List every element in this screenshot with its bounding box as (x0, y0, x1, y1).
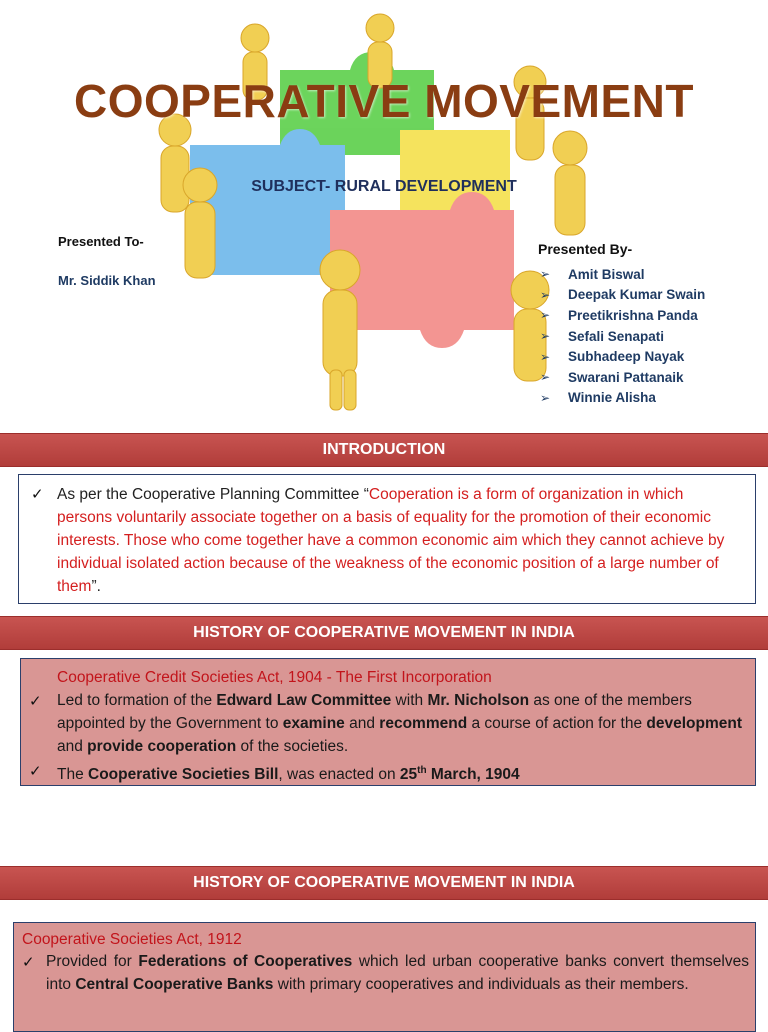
history-2-subhead: Cooperative Societies Act, 1912 (22, 931, 242, 948)
presenter-list (540, 264, 705, 408)
history-header-2: HISTORY OF COOPERATIVE MOVEMENT IN INDIA (0, 866, 768, 900)
arrow-bullet-icon: ➢ (540, 370, 551, 385)
presenter-name: Deepak Kumar Swain (568, 287, 706, 303)
presenter-item (540, 346, 705, 367)
presenter-name: Preetikrishna Panda (568, 307, 698, 323)
keyword: recommend (379, 715, 468, 732)
presented-to-label: Presented To- (58, 234, 144, 249)
text: with primary cooperatives and individuals as their members. (273, 976, 689, 993)
presenter-name: Subhadeep Nayak (568, 349, 685, 365)
presenter-item (540, 326, 705, 347)
superscript: th (417, 765, 427, 776)
text: as one of the members appointed by the Government to (57, 692, 692, 732)
presenter-item (540, 285, 705, 306)
history-1-subhead: Cooperative Credit Societies Act, 1904 - The First Incorporation (57, 669, 492, 686)
checkmark-icon: ✓ (31, 486, 44, 503)
text: which led urban cooperative banks convert themselves into (46, 953, 749, 993)
keyword: development (646, 715, 742, 732)
text: and (344, 715, 380, 732)
intro-lead: As per the Cooperative Planning Committee “ (57, 486, 369, 503)
history-2-bullet-1 (46, 950, 749, 996)
keyword: Cooperative Societies Bill (88, 766, 279, 784)
text: and (57, 738, 88, 755)
keyword: 25 (399, 766, 418, 784)
history-1-bullet-2 (57, 759, 747, 786)
keyword: Federations of Cooperatives (138, 953, 353, 970)
text: Provided for (46, 953, 139, 970)
arrow-bullet-icon: ➢ (540, 390, 551, 405)
history-box-1 (20, 658, 756, 786)
intro-quote: Cooperation is a form of organization in which persons voluntarily associate together on a basis of equality for the promotion of their economic interests. Those who come together have a common economic aim which they cannot achieve by individual isolated action because of the weakness of the economic position of a large number of them (57, 486, 725, 595)
arrow-bullet-icon: ➢ (540, 329, 551, 344)
text: The (57, 766, 89, 784)
history-header-1: HISTORY OF COOPERATIVE MOVEMENT IN INDIA (0, 616, 768, 650)
title-slide (0, 0, 768, 425)
keyword: Central Cooperative Banks (75, 976, 274, 993)
text: of the societies. (236, 738, 349, 755)
presenter-name: Swarani Pattanaik (568, 369, 684, 385)
text: with (391, 692, 428, 709)
text: Led to formation of the (57, 692, 217, 709)
text: , was enacted on (278, 766, 400, 784)
presenter-item (540, 388, 705, 409)
introduction-header: INTRODUCTION (0, 433, 768, 467)
presenter-item (540, 264, 705, 285)
presenter-name: Winnie Alisha (568, 390, 656, 406)
presenter-name: Amit Biswal (568, 266, 645, 282)
keyword: March, 1904 (426, 766, 520, 784)
checkmark-icon: ✓ (22, 954, 35, 971)
slide-subject: SUBJECT- RURAL DEVELOPMENT (251, 178, 517, 195)
history-1-bullet-1 (57, 689, 747, 758)
arrow-bullet-icon: ➢ (540, 349, 551, 364)
checkmark-icon: ✓ (29, 693, 42, 710)
intro-tail: ”. (91, 578, 101, 595)
presented-by-label: Presented By- (538, 241, 633, 257)
presenter-name: Sefali Senapati (568, 328, 665, 344)
presenter-item (540, 367, 705, 388)
text: a course of action for the (467, 715, 647, 732)
arrow-bullet-icon: ➢ (540, 267, 551, 282)
arrow-bullet-icon: ➢ (540, 287, 551, 302)
checkmark-icon: ✓ (29, 763, 42, 780)
keyword: provide cooperation (87, 738, 237, 755)
keyword: Edward Law Committee (216, 692, 392, 709)
history-box-2 (13, 922, 756, 1032)
introduction-box (18, 474, 756, 604)
keyword: Mr. Nicholson (427, 692, 530, 709)
presented-to-name: Mr. Siddik Khan (58, 273, 156, 288)
keyword: examine (282, 715, 345, 732)
arrow-bullet-icon: ➢ (540, 308, 551, 323)
presenter-item (540, 305, 705, 326)
puzzle-people-illustration (130, 0, 610, 425)
slide-title: COOPERATIVE MOVEMENT (74, 75, 694, 127)
